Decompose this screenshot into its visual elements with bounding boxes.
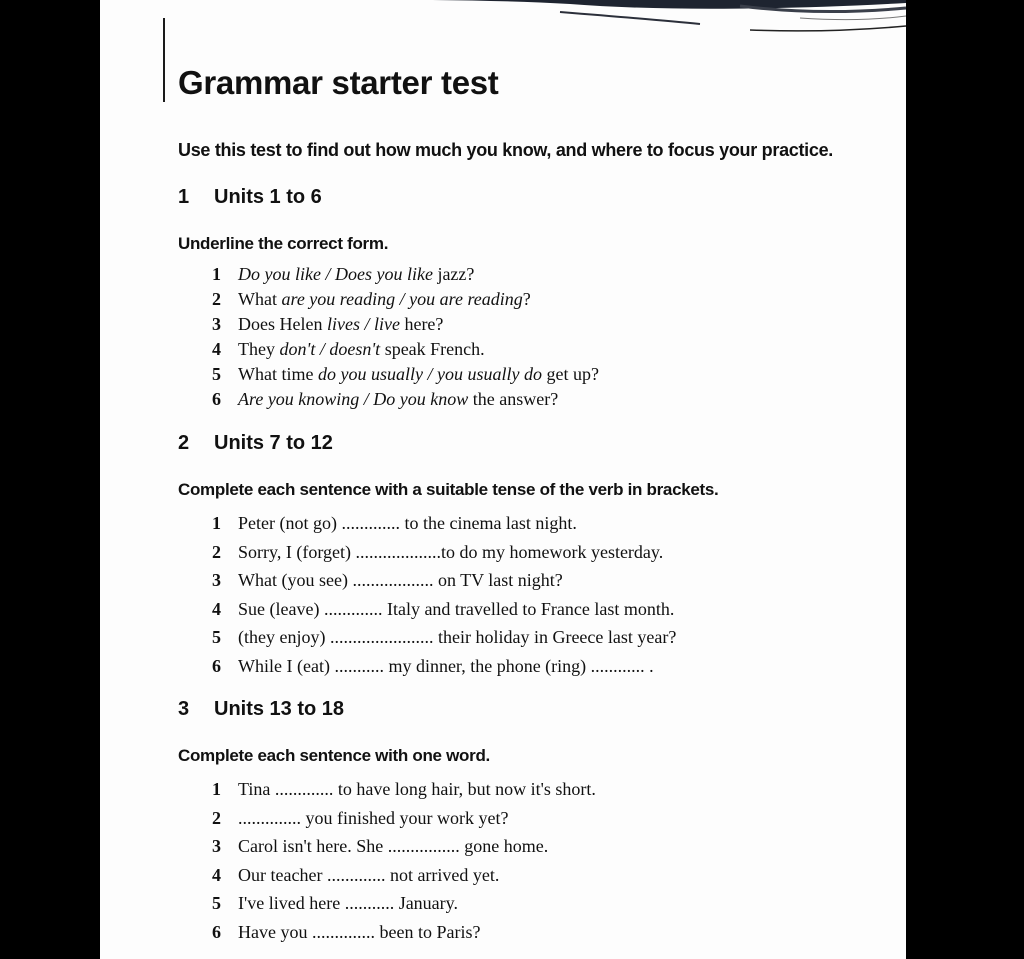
section-number: 2 <box>178 432 190 454</box>
list-item: 2 What are you reading / you are reading? <box>212 289 531 309</box>
section-3-heading <box>178 698 344 721</box>
margin-rule <box>163 18 165 102</box>
list-item: 5 (they enjoy) ....................... their holiday in Greece last year? <box>212 627 677 648</box>
list-item: 2 Sorry, I (forget) ...................to do my homework yesterday. <box>212 541 664 562</box>
header-decoration <box>100 0 906 40</box>
list-item: 5 I've lived here ........... January. <box>212 893 458 914</box>
list-item: 6 Have you .............. been to Paris? <box>212 921 481 942</box>
list-item: 6 Are you knowing / Do you know the answer? <box>212 389 559 409</box>
list-item: 3 Carol isn't here. She ................ gone home. <box>212 836 549 857</box>
section-3-list <box>212 775 596 947</box>
list-item: 3 What (you see) .................. on TV last night? <box>212 570 563 591</box>
section-1-list <box>212 262 599 412</box>
section-1-instruction: Underline the correct form. <box>178 234 389 253</box>
section-title: Units 1 to 6 <box>214 186 322 208</box>
section-title: Units 13 to 18 <box>214 698 345 720</box>
list-item: 6 While I (eat) ........... my dinner, the phone (ring) ............ . <box>212 655 654 676</box>
list-item: 1 Peter (not go) ............. to the cinema last night. <box>212 513 577 533</box>
list-item: 1 Do you like / Does you like jazz? <box>212 264 475 284</box>
section-2-list <box>212 509 676 681</box>
list-item: 1 Tina ............. to have long hair, but now it's short. <box>212 779 596 799</box>
worksheet-page <box>100 0 906 959</box>
section-number: 1 <box>178 186 190 208</box>
list-item: 4 Sue (leave) ............. Italy and travelled to France last month. <box>212 598 675 619</box>
section-1-heading <box>178 186 322 209</box>
section-2-instruction: Complete each sentence with a suitable tense of the verb in brackets. <box>178 480 719 499</box>
section-3-instruction: Complete each sentence with one word. <box>178 746 490 765</box>
list-item: 4 Our teacher ............. not arrived yet. <box>212 864 500 885</box>
page-title: Grammar starter test <box>178 64 499 101</box>
section-title: Units 7 to 12 <box>214 432 333 454</box>
list-item: 4 They don't / doesn't speak French. <box>212 339 485 359</box>
list-item: 5 What time do you usually / you usually do get up? <box>212 364 599 384</box>
list-item: 2 .............. you finished your work yet? <box>212 807 509 828</box>
list-item: 3 Does Helen lives / live here? <box>212 314 444 334</box>
intro-text: Use this test to find out how much you know, and where to focus your practice. <box>178 140 834 160</box>
section-2-heading <box>178 432 333 455</box>
section-number: 3 <box>178 698 190 720</box>
